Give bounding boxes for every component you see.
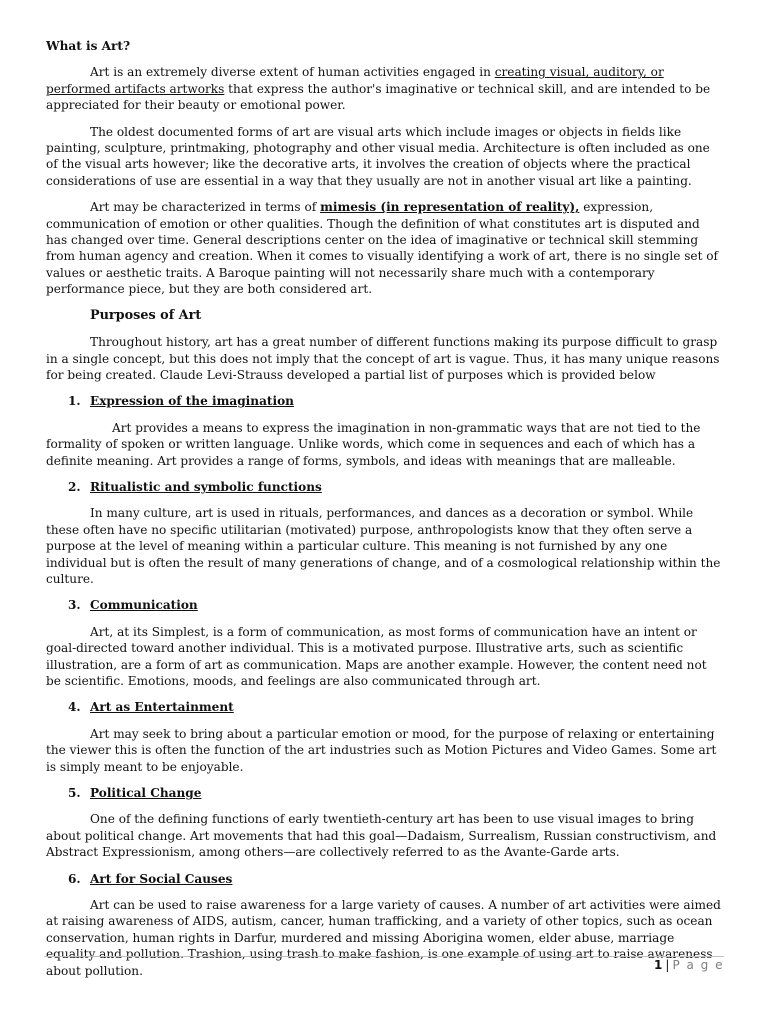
list-item-number: 1. xyxy=(68,394,81,409)
list-item-body xyxy=(46,811,724,860)
list-item-heading xyxy=(46,785,724,801)
page-label: P a g e xyxy=(672,958,724,972)
list-item-text: Art can be used to raise awareness for a large variety of causes. A number of art activities were aimed at raising awareness of AIDS, autism, cancer, human trafficking, and a variety of other topics, such as ocean conservation, human rights in Darfur, murdered and missing Aborigina women, elder abuse, marriage equality and pollution. Trashion, using trash to make fashion, is one example of using art to raise awareness about pollution. xyxy=(46,898,721,978)
list-item-text: In many culture, art is used in rituals, performances, and dances as a decoration or symbol. While these often have no specific utilitarian (motivated) purpose, anthropologists know that they often serve a purpose at the level of meaning within a particular culture. This meaning is not furnished by any one individual but is often the result of many generations of change, and of a cosmological relationship within the culture. xyxy=(46,506,721,586)
list-item-body xyxy=(46,420,724,469)
list-item-heading xyxy=(46,871,724,887)
list-item-title: Communication xyxy=(90,598,198,613)
list-item-text: Art, at its Simplest, is a form of communication, as most forms of communication have an intent or goal-directed toward another individual. This is a motivated purpose. Illustrative arts, such as scientific illustration, are a form of art as communication. Maps are another example. However, the content need not be scientific. Emotions, moods, and feelings are also communicated through art. xyxy=(46,624,707,688)
paragraph-intro-text-a: Art is an extremely diverse extent of human activities engaged in xyxy=(90,65,495,80)
paragraph-visual-arts: The oldest documented forms of art are visual arts which include images or objects in fields like painting, sculpture, printmaking, photography and other visual media. Architecture is often included as one of the visual arts however; like the decorative arts, it involves the creation of objects where the practical considerations of use are essential in a way that they usually are not in another visual art like a painting. xyxy=(46,124,710,188)
page-footer xyxy=(654,957,724,973)
purposes-list xyxy=(46,393,724,979)
list-item-number: 2. xyxy=(68,479,81,494)
list-item-title: Political Change xyxy=(90,786,202,801)
section-heading-purposes: Purposes of Art xyxy=(90,307,202,323)
footer-divider xyxy=(44,956,724,957)
list-item-text: Art may seek to bring about a particular emotion or mood, for the purpose of relaxing or entertaining the viewer this is often the function of the art industries such as Motion Pictures and Video Games. Some art is simply meant to be enjoyable. xyxy=(46,726,717,774)
paragraph-mimesis-text-b: expression, communication of emotion or other qualities. Though the definition of what constitutes art is disputed and has changed over time. General descriptions center on the idea of imaginative or technical skill stemming from human agency and creation. When it comes to visually identifying a work of art, there is no single set of values or aesthetic traits. A Baroque painting will not necessarily share much with a contemporary performance piece, but they are both considered art. xyxy=(46,200,719,297)
document-title: What is Art? xyxy=(46,39,131,53)
list-item-title: Ritualistic and symbolic functions xyxy=(90,479,322,494)
paragraph-intro xyxy=(46,64,724,113)
list-item-body xyxy=(46,726,724,775)
list-item-body xyxy=(46,624,724,690)
list-item-heading xyxy=(46,393,724,409)
list-item-heading xyxy=(46,699,724,715)
paragraph-purposes-intro: Throughout history, art has a great number of different functions making its purpose difficult to grasp in a single concept, but this does not imply that the concept of art is vague. Thus, it has many unique reasons for being created. Claude Levi-Strauss developed a partial list of purposes which is provided below xyxy=(46,335,720,382)
list-item-title: Art for Social Causes xyxy=(90,871,233,886)
list-item-text: One of the defining functions of early twentieth-century art has been to use visual images to bring about political change. Art movements that had this goal—Dadaism, Surrealism, Russian constructivism, and Abstract Expressionism, among others—are collectively referred to as the Avante-Garde arts. xyxy=(46,812,717,860)
list-item-title: Art as Entertainment xyxy=(90,700,234,715)
underlined-phrase-mimesis: mimesis (in representation of reality), xyxy=(320,200,580,215)
paragraph-mimesis xyxy=(46,199,724,297)
list-item-number: 4. xyxy=(68,700,81,715)
list-item-body xyxy=(46,897,724,979)
paragraph-intro-text-b: that express the author's imaginative or technical skill, and are intended to be appreciated for their beauty or emotional power. xyxy=(46,81,711,113)
list-item-number: 5. xyxy=(68,786,81,801)
list-item-title: Expression of the imagination xyxy=(90,394,294,409)
list-item-number: 6. xyxy=(68,871,81,886)
list-item-text: Art provides a means to express the imagination in non-grammatic ways that are not tied to the formality of spoken or written language. Unlike words, which come in sequences and each of which has a definite meaning. Art provides a range of forms, symbols, and ideas with meanings that are malleable. xyxy=(46,420,701,468)
paragraph-mimesis-text-a: Art may be characterized in terms of xyxy=(90,200,321,215)
list-item-number: 3. xyxy=(68,598,81,613)
list-item-heading xyxy=(46,597,724,613)
underlined-phrase-artifacts: creating visual, auditory, or performed artifacts artworks xyxy=(46,65,664,96)
list-item-heading xyxy=(46,479,724,495)
page-number: 1 xyxy=(654,958,663,972)
footer-separator: | xyxy=(665,958,670,972)
list-item-body xyxy=(46,505,724,587)
